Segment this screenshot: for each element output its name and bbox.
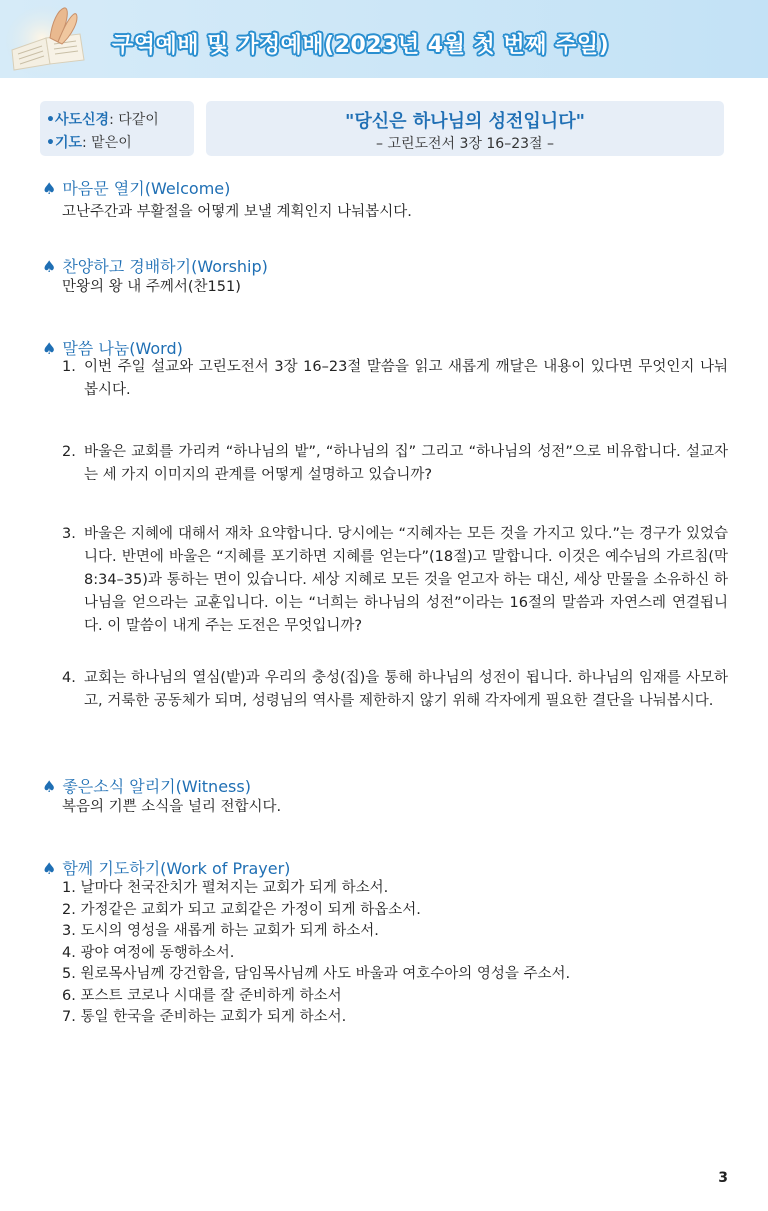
prayer-list — [62, 878, 570, 1029]
spade-icon: ♠ — [42, 179, 57, 198]
creed-bullet: • — [46, 112, 55, 128]
prayer-item: 2. 가정같은 교회가 되고 교회같은 가정이 되게 하옵소서. — [62, 901, 421, 918]
prayer-value: : 맡은이 — [82, 135, 132, 151]
prayer-item: 1. 날마다 천국잔치가 펼쳐지는 교회가 되게 하소서. — [62, 880, 389, 896]
prayer-item: 3. 도시의 영성을 새롭게 하는 교회가 되게 하소서. — [62, 923, 379, 939]
prayer-heading-text: 함께 기도하기(Work of Prayer) — [62, 859, 291, 878]
question-text: 바울은 지혜에 대해서 재차 요약합니다. 당시에는 “지혜자는 모든 것을 가지고 있다.”는 경구가 있었습니다. 반면에 바울은 “지혜를 포기하면 지혜를 얻는다”(18절)고 말합니다. 이것은 예수님의 가르침(막 8:34–35)과 통하는 면이 있습니다. 세상 지혜로 모든 것을 얻고자 하는 대신, 세상 만물을 소유하신 하나님을 얻으라는 교훈입니다. 이는 “너희는 하나님의 성전”이라는 16절의 말씀과 자연스레 연결됩니다. 이 말씀이 내게 주는 도전은 무엇입니까? — [84, 526, 728, 634]
question-number: 1. — [62, 359, 76, 375]
creed-row — [46, 109, 159, 129]
sermon-title: "당신은 하나님의 성전입니다" — [345, 111, 585, 132]
section-heading-welcome — [42, 176, 230, 199]
prayer-item: 7. 통일 한국을 준비하는 교회가 되게 하소서. — [62, 1009, 347, 1025]
sermon-title-box — [206, 101, 724, 156]
welcome-body: 고난주간과 부활절을 어떻게 보낼 계획인지 나눠봅시다. — [62, 204, 412, 220]
section-heading-witness — [42, 774, 251, 797]
prayer-item: 5. 원로목사님께 강건함을, 담임목사님께 사도 바울과 여호수아의 영성을 주소서. — [62, 966, 571, 982]
worship-body: 만왕의 왕 내 주께서(찬151) — [62, 279, 241, 295]
spade-icon: ♠ — [42, 777, 57, 796]
word-question-4 — [62, 667, 728, 713]
word-heading-text: 말씀 나눔(Word) — [62, 339, 183, 358]
creed-value: : 다같이 — [109, 112, 159, 128]
question-text: 바울은 교회를 가리켜 “하나님의 밭”, “하나님의 집” 그리고 “하나님의 성전”으로 비유합니다. 설교자는 세 가지 이미지의 관계를 어떻게 설명하고 있습니까? — [84, 444, 728, 483]
spade-icon: ♠ — [42, 859, 57, 878]
question-number: 2. — [62, 444, 76, 460]
spade-icon: ♠ — [42, 339, 57, 358]
page-number: 3 — [718, 1170, 728, 1186]
section-heading-worship — [42, 254, 268, 277]
prayer-bullet: • — [46, 135, 55, 151]
question-text: 이번 주일 설교와 고린도전서 3장 16–23절 말씀을 읽고 새롭게 깨달은 내용이 있다면 무엇인지 나눠봅시다. — [84, 359, 728, 398]
question-number: 4. — [62, 670, 76, 686]
header-title: 구역예배 및 가정예배(2023년 4월 첫 번째 주일) — [112, 33, 610, 58]
question-number: 3. — [62, 526, 76, 542]
worship-heading-text: 찬양하고 경배하기(Worship) — [62, 257, 268, 276]
witness-heading-text: 좋은소식 알리기(Witness) — [62, 777, 251, 796]
word-question-3 — [62, 523, 728, 638]
prayer-item: 4. 광야 여정에 동행하소서. — [62, 944, 235, 961]
prayer-item: 6. 포스트 코로나 시대를 잘 준비하게 하소서 — [62, 987, 342, 1004]
section-heading-prayer — [42, 856, 290, 879]
welcome-heading-text: 마음문 열기(Welcome) — [62, 179, 231, 198]
witness-body: 복음의 기쁜 소식을 널리 전합시다. — [62, 799, 282, 815]
question-text: 교회는 하나님의 열심(밭)과 우리의 충성(집)을 통해 하나님의 성전이 됩니다. 하나님의 임재를 사모하고, 거룩한 공동체가 되며, 성령님의 역사를 제한하지 않기 위해 각자에게 필요한 결단을 나눠봅시다. — [84, 670, 728, 709]
scripture-reference: – 고린도전서 3장 16–23절 – — [375, 136, 554, 152]
page-header — [0, 0, 768, 78]
prayer-row — [46, 132, 132, 152]
praying-hands-bible-icon — [6, 4, 90, 78]
word-question-1 — [62, 356, 728, 402]
word-question-2 — [62, 441, 728, 487]
prayer-label: 기도 — [54, 135, 83, 151]
creed-label: 사도신경 — [54, 112, 110, 128]
spade-icon: ♠ — [42, 257, 57, 276]
service-roles-box — [40, 101, 194, 156]
